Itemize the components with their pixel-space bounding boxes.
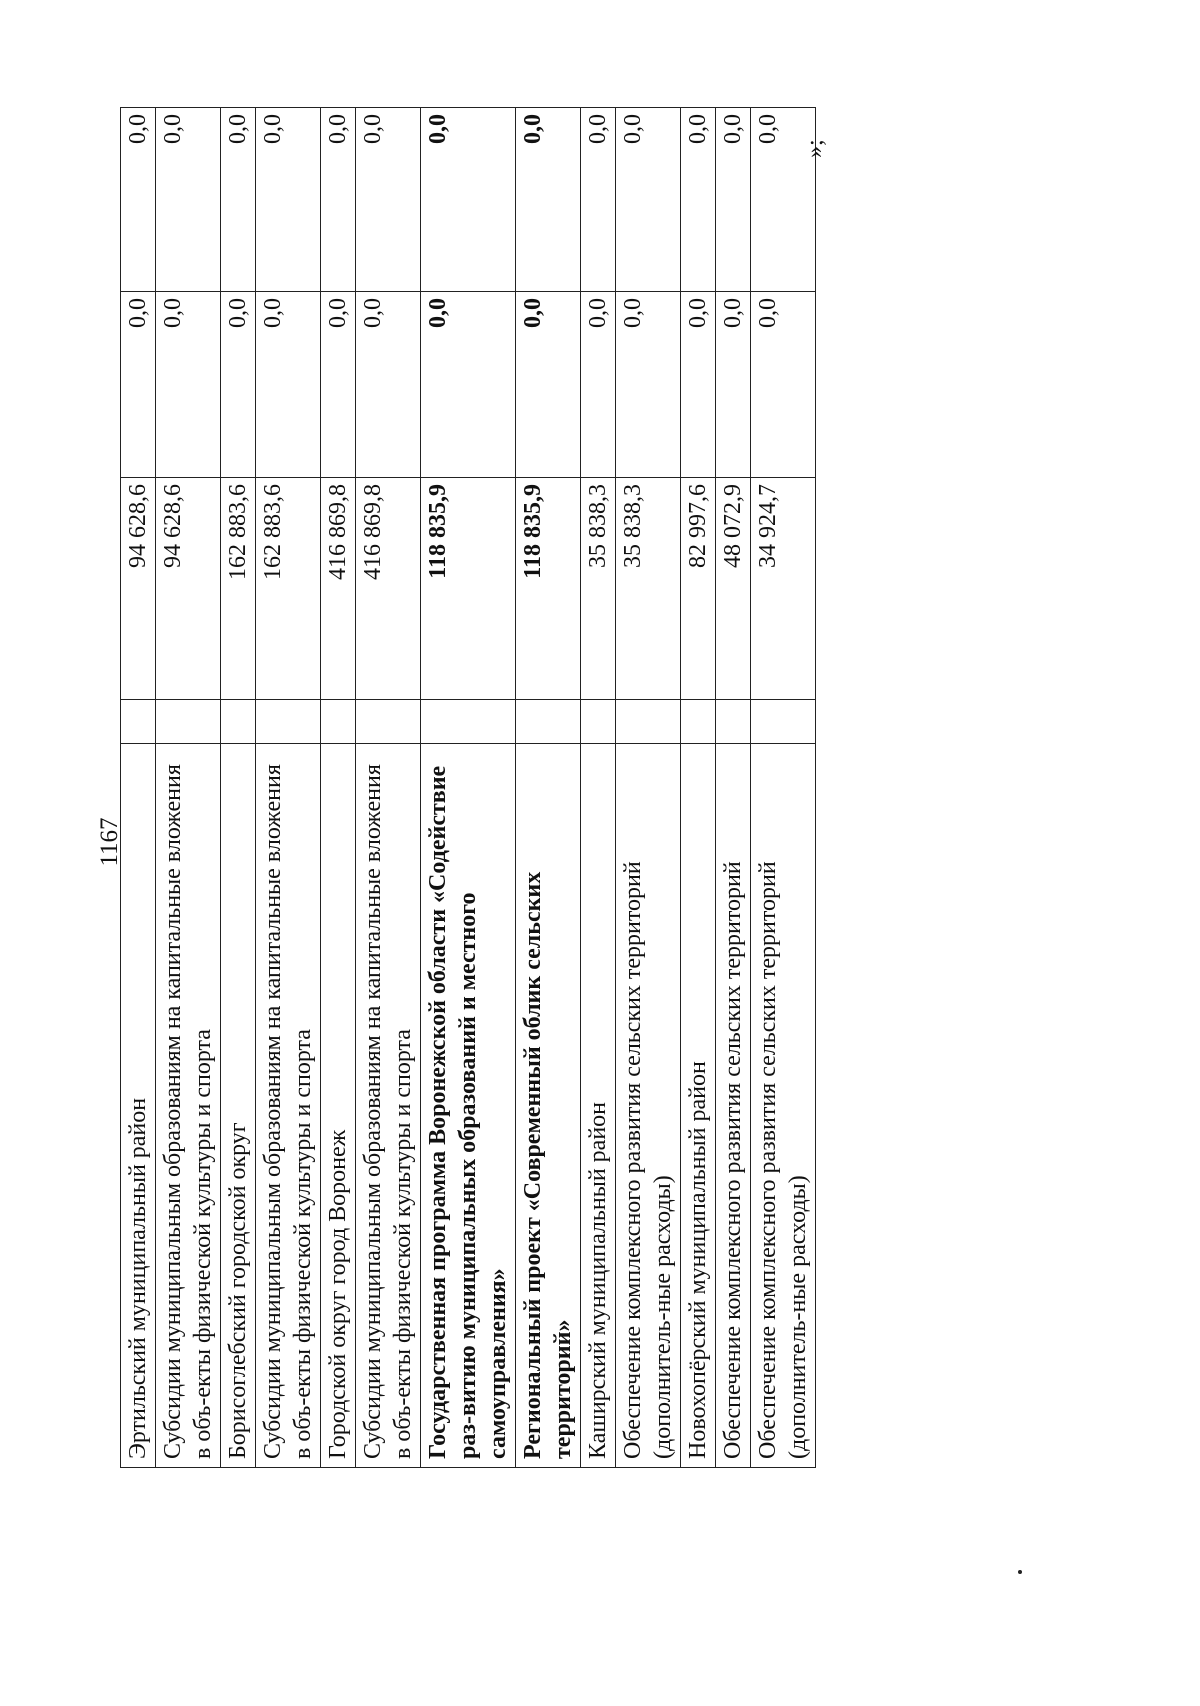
row-name-cell: Обеспечение комплексного развития сельских территорий — [716, 744, 751, 1468]
row-code-cell — [581, 700, 616, 744]
row-value-1-cell: 416 869,8 — [321, 478, 356, 700]
row-name-cell: Государственная программа Воронежской области «Содействие раз-витию муниципальных образований и местного самоуправления» — [421, 744, 516, 1468]
rotated-table-wrapper — [120, 108, 810, 1468]
row-value-3-cell: 0,0 — [256, 108, 321, 292]
row-code-cell — [751, 700, 816, 744]
row-code-cell — [616, 700, 681, 744]
table-row — [581, 108, 616, 1468]
row-value-3-cell: 0,0 — [221, 108, 256, 292]
row-code-cell — [121, 700, 156, 744]
row-code-cell — [221, 700, 256, 744]
row-value-1-cell: 416 869,8 — [356, 478, 421, 700]
row-name-cell: Эртильский муниципальный район — [121, 744, 156, 1468]
row-value-3-cell: 0,0 — [581, 108, 616, 292]
row-value-3-cell: 0,0 — [681, 108, 716, 292]
row-value-2-cell: 0,0 — [256, 292, 321, 478]
row-name-cell: Новохопёрский муниципальный район — [681, 744, 716, 1468]
row-value-3-cell: 0,0 — [356, 108, 421, 292]
row-value-1-cell: 118 835,9 — [421, 478, 516, 700]
row-value-1-cell: 34 924,7 — [751, 478, 816, 700]
row-name-cell: Каширский муниципальный район — [581, 744, 616, 1468]
budget-table — [120, 107, 816, 1468]
table-row — [221, 108, 256, 1468]
table-row — [716, 108, 751, 1468]
row-value-2-cell: 0,0 — [616, 292, 681, 478]
row-value-3-cell: 0,0 — [421, 108, 516, 292]
row-value-1-cell: 82 997,6 — [681, 478, 716, 700]
row-value-1-cell: 162 883,6 — [256, 478, 321, 700]
page-number: 1167 — [96, 817, 123, 867]
row-code-cell — [356, 700, 421, 744]
row-code-cell — [156, 700, 221, 744]
row-code-cell — [256, 700, 321, 744]
row-value-2-cell: 0,0 — [121, 292, 156, 478]
row-code-cell — [681, 700, 716, 744]
row-value-3-cell: 0,0 — [321, 108, 356, 292]
table-row — [356, 108, 421, 1468]
row-value-1-cell: 118 835,9 — [516, 478, 581, 700]
row-value-3-cell: 0,0 — [616, 108, 681, 292]
row-name-cell: Обеспечение комплексного развития сельских территорий (дополнитель-ные расходы) — [751, 744, 816, 1468]
closing-mark: »; — [802, 139, 828, 158]
table-row — [421, 108, 516, 1468]
row-name-cell: Региональный проект «Современный облик сельских территорий» — [516, 744, 581, 1468]
row-value-3-cell: 0,0 — [121, 108, 156, 292]
row-value-2-cell: 0,0 — [156, 292, 221, 478]
row-value-2-cell: 0,0 — [356, 292, 421, 478]
row-value-2-cell: 0,0 — [516, 292, 581, 478]
row-value-3-cell: 0,0 — [156, 108, 221, 292]
table-row — [156, 108, 221, 1468]
table-row — [681, 108, 716, 1468]
stray-dot — [1018, 1570, 1022, 1574]
row-value-2-cell: 0,0 — [421, 292, 516, 478]
row-code-cell — [516, 700, 581, 744]
row-name-cell: Субсидии муниципальным образованиям на капитальные вложения в объ-екты физической культуры и спорта — [356, 744, 421, 1468]
row-value-1-cell: 162 883,6 — [221, 478, 256, 700]
row-value-3-cell: 0,0 — [716, 108, 751, 292]
table-row — [516, 108, 581, 1468]
row-value-1-cell: 35 838,3 — [581, 478, 616, 700]
table-row — [616, 108, 681, 1468]
row-value-2-cell: 0,0 — [751, 292, 816, 478]
row-code-cell — [421, 700, 516, 744]
table-row — [751, 108, 816, 1468]
row-value-2-cell: 0,0 — [716, 292, 751, 478]
row-name-cell: Борисоглебский городской округ — [221, 744, 256, 1468]
row-value-1-cell: 94 628,6 — [156, 478, 221, 700]
row-code-cell — [716, 700, 751, 744]
row-value-1-cell: 48 072,9 — [716, 478, 751, 700]
table-row — [321, 108, 356, 1468]
table-row — [256, 108, 321, 1468]
row-name-cell: Обеспечение комплексного развития сельских территорий (дополнитель-ные расходы) — [616, 744, 681, 1468]
row-value-2-cell: 0,0 — [681, 292, 716, 478]
row-code-cell — [321, 700, 356, 744]
row-value-1-cell: 35 838,3 — [616, 478, 681, 700]
row-value-1-cell: 94 628,6 — [121, 478, 156, 700]
row-name-cell: Городской округ город Воронеж — [321, 744, 356, 1468]
row-name-cell: Субсидии муниципальным образованиям на капитальные вложения в объ-екты физической культуры и спорта — [256, 744, 321, 1468]
row-value-3-cell: 0,0 — [516, 108, 581, 292]
row-name-cell: Субсидии муниципальным образованиям на капитальные вложения в объ-екты физической культуры и спорта — [156, 744, 221, 1468]
table-row — [121, 108, 156, 1468]
row-value-2-cell: 0,0 — [581, 292, 616, 478]
row-value-2-cell: 0,0 — [321, 292, 356, 478]
row-value-2-cell: 0,0 — [221, 292, 256, 478]
row-value-3-cell: 0,0 — [751, 108, 816, 292]
